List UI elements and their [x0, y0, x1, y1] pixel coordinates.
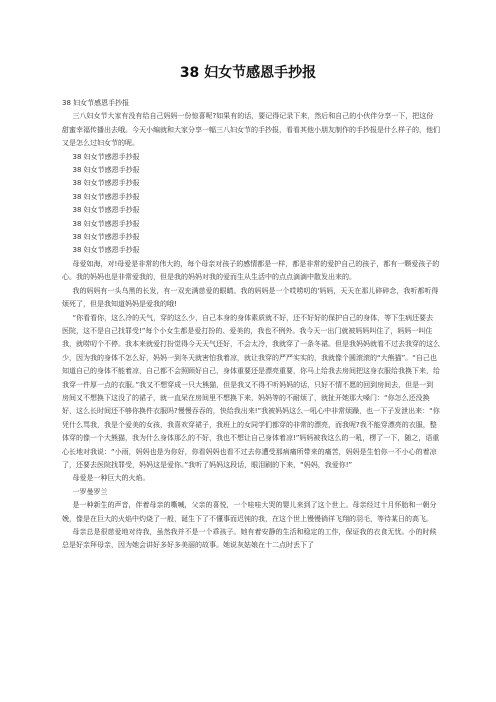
list-item: 38 妇女节感恩手抄报 — [72, 152, 140, 161]
article-body — [62, 97, 440, 553]
list-item: 38 妇女节感恩手抄报 — [72, 206, 140, 215]
list-item: 38 妇女节感恩手抄报 — [72, 246, 140, 255]
quote-line: 母爱是一种巨大的火焰。 — [72, 474, 150, 483]
article-subtitle: 38 妇女节感恩手抄报 — [62, 99, 130, 107]
paragraph-childhood: 母亲总是很慈爱地对待我，虽然我并不是一个乖孩子。她有着安静的生活和稳定的工作，保证我的衣食无忧。小的时候总是好亲拜母亲，因为她会讲好多好多美丽的故事。她说灰姑娘在十二点时丢下了 — [62, 528, 437, 550]
quote-attribution: 一罗曼罗兰 — [72, 487, 108, 496]
list-item: 38 妇女节感恩手抄报 — [72, 166, 140, 175]
page-title: 38 妇女节感恩手抄报 — [179, 65, 317, 81]
list-item: 38 妇女节感恩手抄报 — [72, 233, 140, 242]
list-item: 38 妇女节感恩手抄报 — [72, 219, 140, 228]
list-item: 38 妇女节感恩手抄报 — [72, 179, 140, 188]
paragraph-story: “你看看你，这么冷的天气，穿的这么少，自己本身的身体素质就不好，还不好好的保护自己的身体，等下生病还要去医院，这不是自己找罪受!”每个小女生都是爱打扮的、爱美的，我也不例外。我今天一出门就被妈妈叫住了，妈妈一叫住我，就唠叨个不停。我本来就爱打扮觉得今天天气还好，不会太冷，我就穿了一条冬裙。但是我妈妈就看不过去我穿的这么少，因为我的身体不怎么好，妈妈一到冬天就害怕我着凉，就让我穿的严严实实的，我就像个圆滚滚的“大熊猫”。“自己也知道自己的身体不能着凉，自己都不会照顾好自己，身体重要还是漂亮重要，你马上给我去房间把这身衣服给我换下来，给我穿一件厚一点的衣服。”我又不想穿成一只大熊猫，但是我又不得不听妈妈的话，只好不情不愿的回到房间去，但是一到房间又不想换下这没了的裙子，就一直呆在房间里不想换下来，妈妈等的不耐烦了，就扯开她那大嗓门：“你怎么还没换好，这么长时间还不够你换件衣服吗?慢慢吞吞的，快给我出来!”我被妈妈这么一吼心中非常烦躁，也一下子发泄出来：“你凭什么骂我，我是个爱美的女孩，我喜欢穿裙子，我班上的女同学们都穿的非常的漂亮，而我呢?我不能穿漂亮的衣服，整体穿的像一个大熊猫，我为什么身体那么的不好，我也不想让自己身体着凉!”妈妈被我这么的一吼，楞了一下，随之，语重心长地对我说：“小雨，妈妈也是为你好，你看妈妈也看不过去你遭受那病痛所带来的痛苦，妈妈是生怕你一不小心的着凉了，还要去医院找罪受，妈妈这是爱你。”我听了妈妈这段话，眼泪刷的下来，“妈妈，我爱你!” — [62, 313, 440, 469]
intro-paragraph: 三八妇女节大家有没有给自己妈妈一份惊喜呢?如果有的话，要记得记录下来，然后和自己的小伙伴分享一下，把这份甜蜜幸福传播出去哦。今天小编就和大家分享一幅三八妇女节的手抄报，看看其他小朋友制作的手抄报是什么样子的，他们又是怎么过妇女节的呢。 — [62, 112, 440, 148]
paragraph-birth: 是一种新生的声音，伴着母亲的嘶喊，父亲的喜悦，一个哇哇大哭的婴儿来到了这个世上。母亲经过十月怀胎和一朝分娩，像是在巨大的火焰中灼烧了一般，诞生下了不懂事而迟钝的我，在这个世上慢慢徜徉飞翔的羽毛，等待某日的高飞。 — [62, 501, 437, 523]
paragraph-mother-description: 我的妈妈有一头乌黑的长发，有一双充满慈爱的眼睛。我的妈妈是一个哎唠叨的'妈妈，天天在那儿碎碎念，我听都听得烦死了，但是我知道妈妈是爱我的哦! — [62, 286, 439, 309]
paragraph-mother-love: 母爱如海，对!母爱是非常的伟大的，每个母亲对孩子的感情都是一样，都是非常的爱护自己的孩子，都有一颗爱孩子的心。我的妈妈也是非常爱我的，但是我的妈妈对我的爱而生从生活中的点点滴滴中散发出来的。 — [62, 259, 440, 282]
list-item: 38 妇女节感恩手抄报 — [72, 192, 140, 201]
